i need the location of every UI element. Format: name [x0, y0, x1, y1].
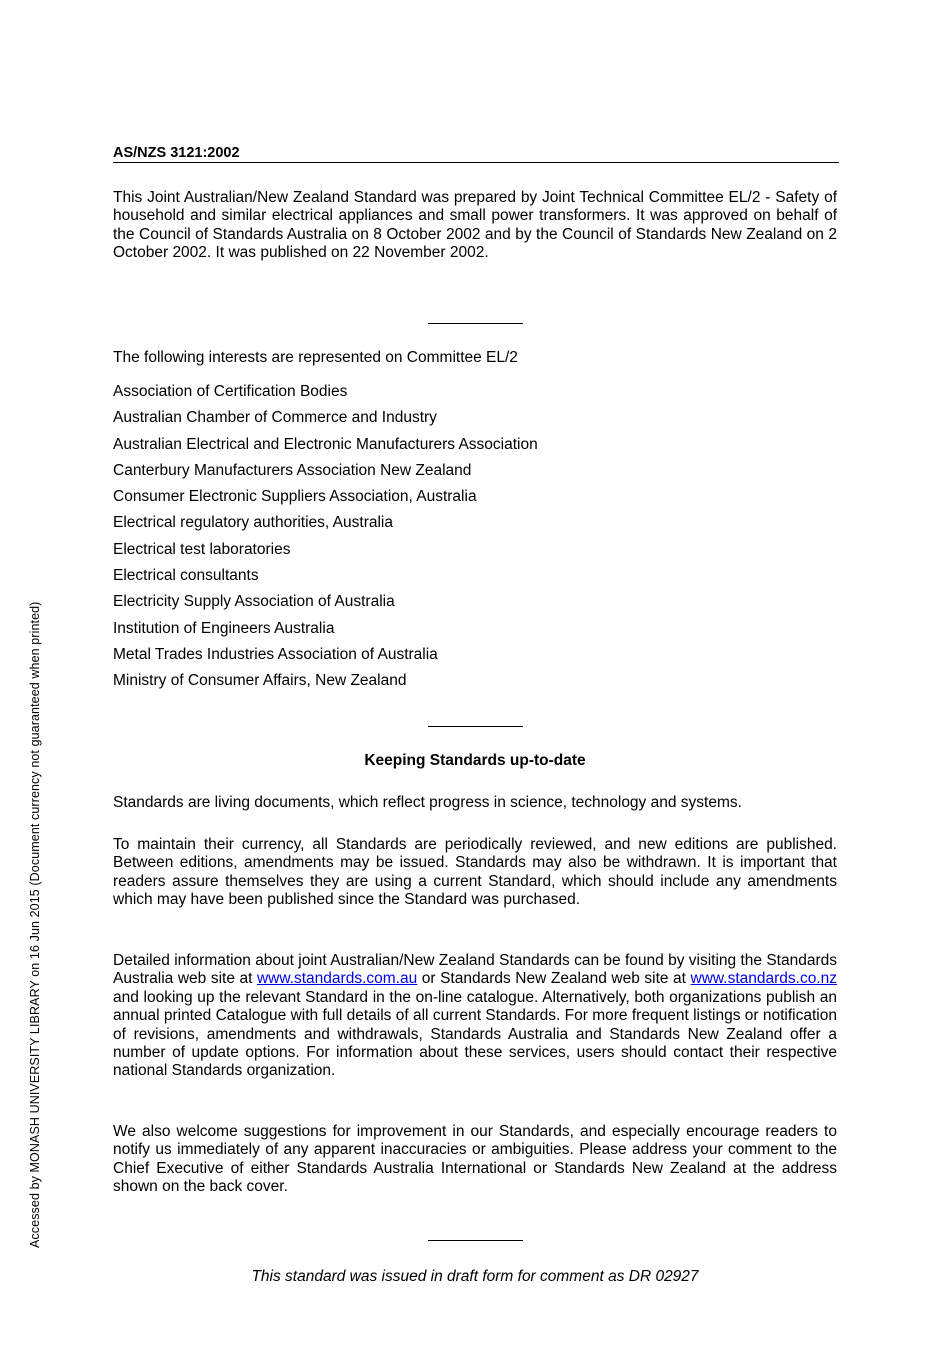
interests-intro: The following interests are represented on Committee EL/2: [113, 349, 518, 366]
list-item: Electrical test laboratories: [113, 540, 291, 558]
divider: [428, 726, 523, 727]
info-text-1: Detailed information about joint Australian/New Zealand Standards can be found by visiting the Standards Australia web site at: [113, 952, 837, 988]
suggestions-paragraph: We also welcome suggestions for improvement in our Standards, and especially encourage readers to notify us immediately of any apparent inaccuracies or ambiguities. Please address your comment to the Chief Executive of either Standards Australia International or Standards New Zealand at the address shown on the back cover.: [113, 1123, 837, 1196]
list-item: Association of Certification Bodies: [113, 383, 348, 400]
divider: [428, 1240, 523, 1241]
living-documents-paragraph: Standards are living documents, which reflect progress in science, technology and systems.: [113, 794, 742, 811]
list-item: Ministry of Consumer Affairs, New Zealand: [113, 672, 407, 690]
list-item: Electricity Supply Association of Australia: [113, 593, 395, 611]
list-item: Australian Electrical and Electronic Manufacturers Association: [113, 435, 538, 453]
list-item: Electrical regulatory authorities, Australia: [113, 514, 393, 532]
list-item: Canterbury Manufacturers Association New Zealand: [113, 461, 472, 479]
draft-note: This standard was issued in draft form for comment as DR 02927: [251, 1268, 699, 1285]
list-item: Institution of Engineers Australia: [113, 619, 335, 637]
list-item: Australian Chamber of Commerce and Industry: [113, 409, 437, 427]
information-paragraph: [113, 952, 837, 1081]
interests-list: [113, 383, 538, 699]
currency-paragraph: To maintain their currency, all Standards are periodically reviewed, and new editions are published. Between editions, amendments may be issued. Standards may also be withdrawn. It is important that readers assure themselves they are using a current Standard, which should include any amendments which may have been published since the Standard was purchased.: [113, 836, 837, 909]
access-watermark: Accessed by MONASH UNIVERSITY LIBRARY on 16 Jun 2015 (Document currency not guaranteed when printed): [28, 601, 42, 1248]
standards-nz-link[interactable]: www.standards.co.nz: [690, 970, 837, 988]
list-item: Consumer Electronic Suppliers Association, Australia: [113, 488, 477, 506]
preparation-paragraph: This Joint Australian/New Zealand Standard was prepared by Joint Technical Committee EL/2 - Safety of household and similar electrical appliances and small power transformers. It was approved on behalf of the Council of Standards Australia on 8 October 2002 and by the Council of Standards New Zealand on 2 October 2002. It was published on 22 November 2002.: [113, 189, 837, 262]
list-item: Metal Trades Industries Association of Australia: [113, 645, 438, 663]
standards-au-link[interactable]: www.standards.com.au: [256, 970, 418, 988]
divider: [428, 323, 523, 324]
list-item: Electrical consultants: [113, 567, 259, 585]
standard-id-header: AS/NZS 3121:2002: [113, 145, 839, 163]
info-text-3: and looking up the relevant Standard in the on-line catalogue. Alternatively, both organizations publish an annual printed Catalogue with full details of all current Standards. For more frequent listings or notification of revisions, amendments and withdrawals, Standards Australia and Standards New Zealand offer a number of update options. For information about these services, users should contact their respective national Standards organization.: [113, 988, 837, 1080]
info-text-2: or Standards New Zealand web site at: [417, 970, 691, 988]
section-title: Keeping Standards up-to-date: [364, 752, 586, 769]
